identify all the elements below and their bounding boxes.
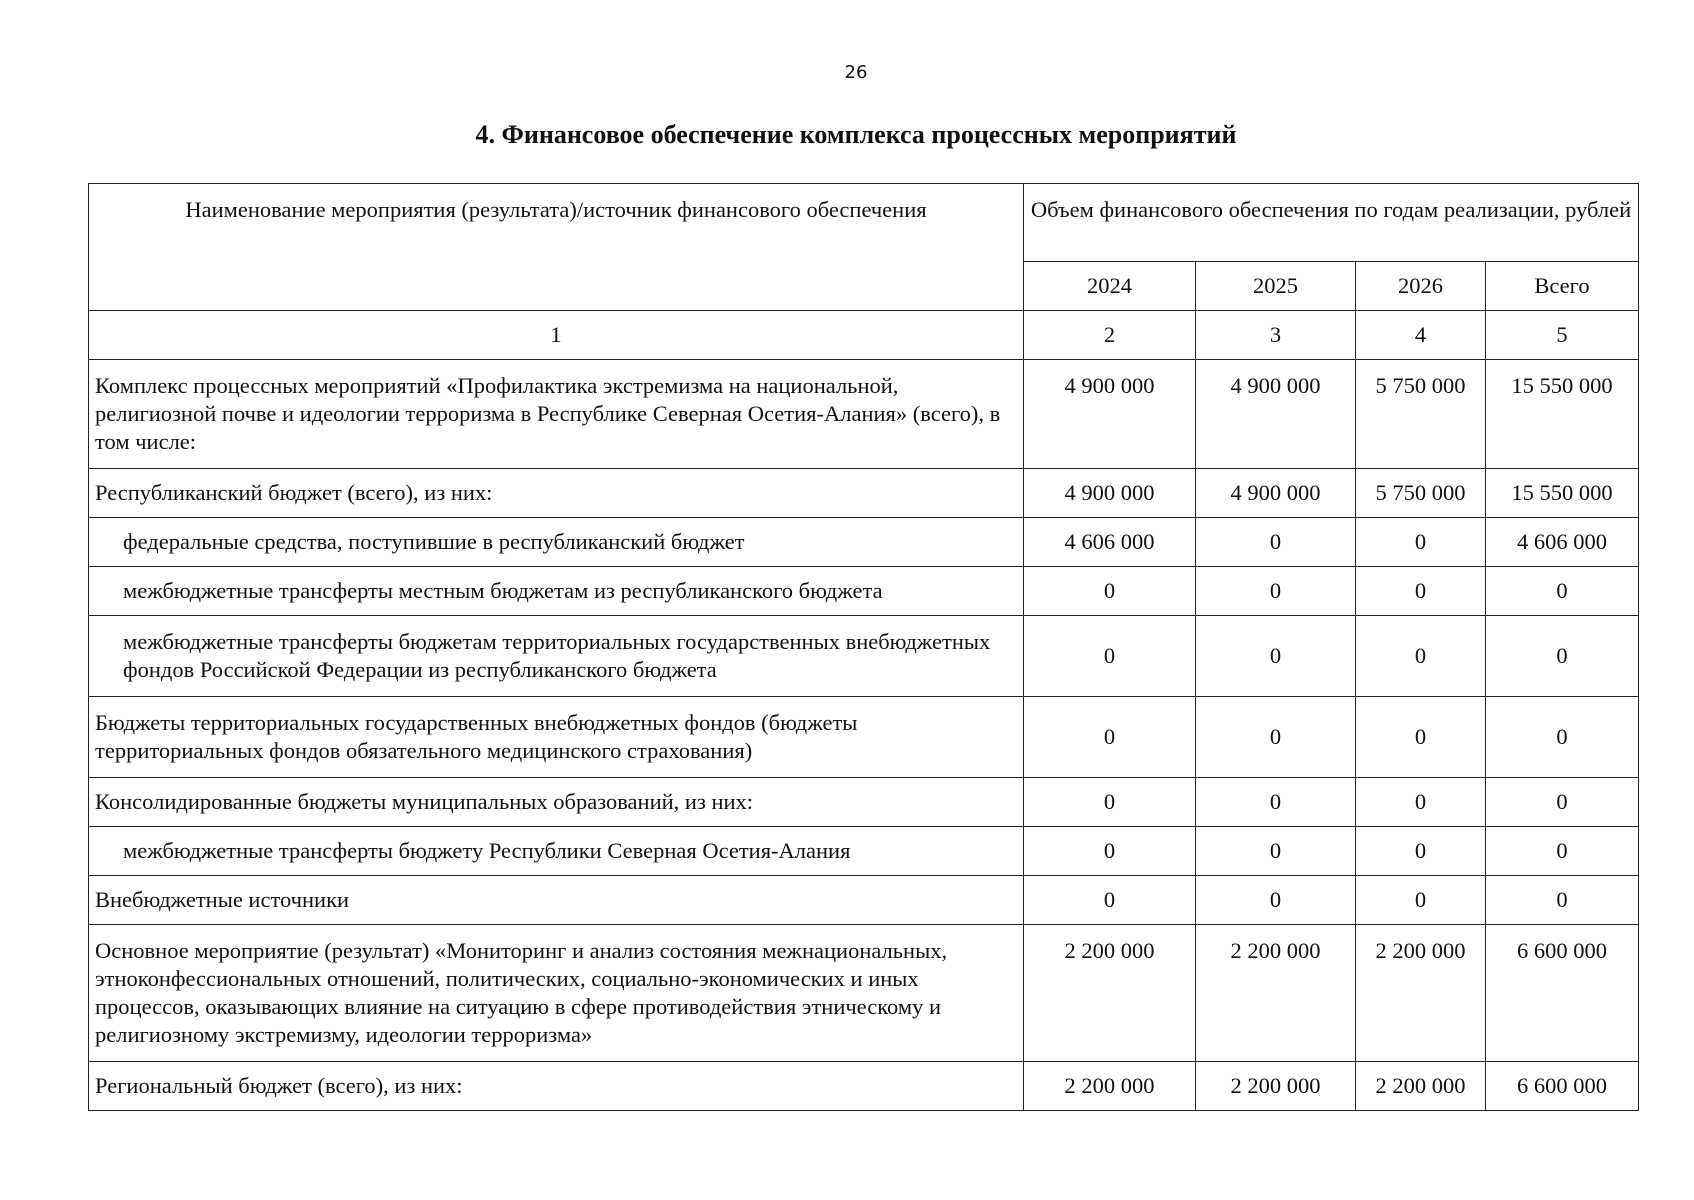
value-total: 0 <box>1486 876 1639 925</box>
row-name: межбюджетные трансферты бюджетам территориальных государственных внебюджетных фондов Российской Федерации из республиканского бюджета <box>89 616 1024 697</box>
row-name: Республиканский бюджет (всего), из них: <box>89 469 1024 518</box>
value-2026: 0 <box>1356 827 1486 876</box>
value-2025: 0 <box>1196 616 1356 697</box>
header-financing-volume: Объем финансового обеспечения по годам реализации, рублей <box>1024 184 1639 262</box>
row-name: Основное мероприятие (результат) «Мониторинг и анализ состояния межнациональных, этноконфессиональных отношений, политических, социально-экономических и иных процессов, оказывающих влияние на ситуацию в сфере противодействия этническому и религиозному экстремизму, идеологии терроризма» <box>89 925 1024 1062</box>
page-number: 26 <box>844 62 868 83</box>
value-total: 15 550 000 <box>1486 469 1639 518</box>
table-row <box>89 778 1639 827</box>
row-name: федеральные средства, поступившие в республиканский бюджет <box>89 518 1024 567</box>
table-row <box>89 697 1639 778</box>
year-2026: 2026 <box>1356 262 1486 311</box>
value-2025: 4 900 000 <box>1196 469 1356 518</box>
value-2024: 2 200 000 <box>1024 925 1196 1062</box>
row-name: Бюджеты территориальных государственных внебюджетных фондов (бюджеты территориальных фондов обязательного медицинского страхования) <box>89 697 1024 778</box>
value-2024: 0 <box>1024 778 1196 827</box>
year-2025: 2025 <box>1196 262 1356 311</box>
value-2024: 4 606 000 <box>1024 518 1196 567</box>
header-activity-name: Наименование мероприятия (результата)/источник финансового обеспечения <box>89 184 1024 311</box>
table-row <box>89 518 1639 567</box>
table-row <box>89 469 1639 518</box>
table-row <box>89 827 1639 876</box>
value-2024: 2 200 000 <box>1024 1062 1196 1111</box>
value-2024: 0 <box>1024 567 1196 616</box>
row-name: Комплекс процессных мероприятий «Профилактика экстремизма на национальной, религиозной почве и идеологии терроризма в Республике Северная Осетия-Алания» (всего), в том числе: <box>89 360 1024 469</box>
value-total: 0 <box>1486 697 1639 778</box>
year-2024: 2024 <box>1024 262 1196 311</box>
table-row <box>89 616 1639 697</box>
value-2025: 0 <box>1196 827 1356 876</box>
value-total: 6 600 000 <box>1486 1062 1639 1111</box>
value-total: 6 600 000 <box>1486 925 1639 1062</box>
year-total: Всего <box>1486 262 1639 311</box>
column-number: 4 <box>1356 311 1486 360</box>
value-2024: 0 <box>1024 616 1196 697</box>
value-2025: 0 <box>1196 697 1356 778</box>
section-title: 4. Финансовое обеспечение комплекса процессных мероприятий <box>475 120 1237 149</box>
value-total: 0 <box>1486 778 1639 827</box>
column-number: 5 <box>1486 311 1639 360</box>
value-2026: 2 200 000 <box>1356 1062 1486 1111</box>
value-2026: 5 750 000 <box>1356 469 1486 518</box>
column-numbers-row <box>89 311 1639 360</box>
value-2024: 4 900 000 <box>1024 360 1196 469</box>
value-2025: 0 <box>1196 518 1356 567</box>
value-2024: 0 <box>1024 697 1196 778</box>
value-2026: 0 <box>1356 616 1486 697</box>
value-total: 0 <box>1486 827 1639 876</box>
value-2026: 0 <box>1356 778 1486 827</box>
value-2024: 0 <box>1024 827 1196 876</box>
table-row <box>89 567 1639 616</box>
value-2025: 4 900 000 <box>1196 360 1356 469</box>
value-2025: 0 <box>1196 778 1356 827</box>
value-total: 4 606 000 <box>1486 518 1639 567</box>
value-2025: 0 <box>1196 876 1356 925</box>
financing-table <box>88 183 1639 1111</box>
table-row <box>89 1062 1639 1111</box>
value-2026: 0 <box>1356 876 1486 925</box>
value-total: 15 550 000 <box>1486 360 1639 469</box>
table-row <box>89 360 1639 469</box>
value-2024: 4 900 000 <box>1024 469 1196 518</box>
table-row <box>89 876 1639 925</box>
value-2024: 0 <box>1024 876 1196 925</box>
value-2026: 2 200 000 <box>1356 925 1486 1062</box>
row-name: Консолидированные бюджеты муниципальных образований, из них: <box>89 778 1024 827</box>
value-total: 0 <box>1486 567 1639 616</box>
row-name: Внебюджетные источники <box>89 876 1024 925</box>
row-name: межбюджетные трансферты бюджету Республики Северная Осетия-Алания <box>89 827 1024 876</box>
value-2025: 0 <box>1196 567 1356 616</box>
column-number: 3 <box>1196 311 1356 360</box>
value-2025: 2 200 000 <box>1196 1062 1356 1111</box>
row-name: межбюджетные трансферты местным бюджетам из республиканского бюджета <box>89 567 1024 616</box>
value-2025: 2 200 000 <box>1196 925 1356 1062</box>
column-number: 2 <box>1024 311 1196 360</box>
header-row <box>89 184 1639 262</box>
value-2026: 5 750 000 <box>1356 360 1486 469</box>
value-2026: 0 <box>1356 567 1486 616</box>
value-2026: 0 <box>1356 697 1486 778</box>
value-2026: 0 <box>1356 518 1486 567</box>
value-total: 0 <box>1486 616 1639 697</box>
table-row <box>89 925 1639 1062</box>
row-name: Региональный бюджет (всего), из них: <box>89 1062 1024 1111</box>
column-number: 1 <box>89 311 1024 360</box>
